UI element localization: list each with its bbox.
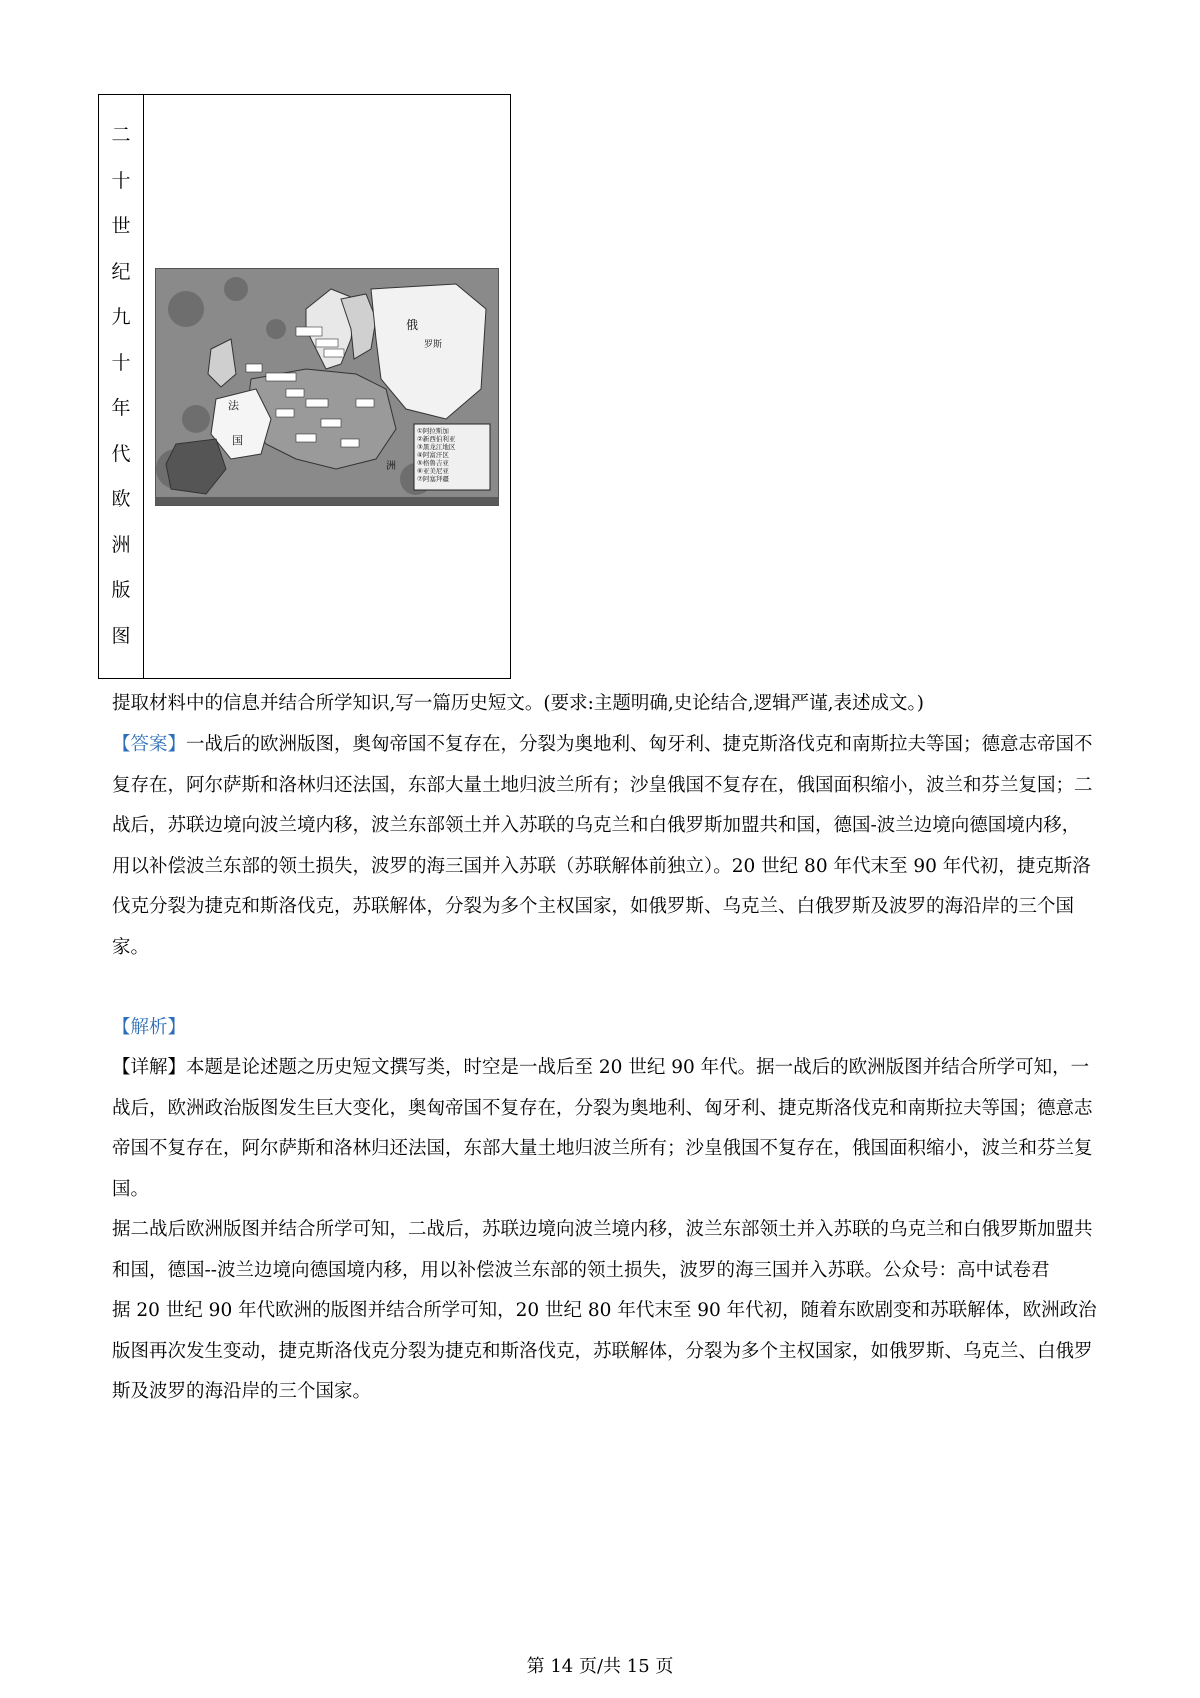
- europe-1990s-map-image: [155, 268, 499, 506]
- detail-paragraph: [112, 1048, 1097, 1210]
- title-char: 十: [111, 351, 131, 374]
- detail-text: 本题是论述题之历史短文撰写类，时空是一战后至 20 世纪 90 年代。据一战后的欧洲版图并结合所学可知，一战后，欧洲政治版图发生巨大变化，奥匈帝国不复存在，分裂为奥地利、匈牙利、捷克斯洛伐克和南斯拉夫等国；德意志帝国不复存在，阿尔萨斯和洛林归还法国，东部大量土地归波兰所有；沙皇俄国不复存在，俄国面积缩小，波兰和芬兰复国。: [112, 1057, 1093, 1200]
- title-char: 世: [111, 215, 131, 237]
- title-char: 洲: [111, 533, 131, 556]
- title-char: 图: [111, 624, 131, 647]
- page-number-footer: 第 14 页/共 15 页: [526, 1656, 674, 1677]
- title-char: 纪: [111, 260, 131, 283]
- legend-item: ⑦阿塞拜疆: [417, 475, 449, 483]
- analysis-heading: [112, 1008, 1097, 1049]
- vertical-title-column: [99, 95, 144, 678]
- map-label: 俄: [406, 318, 419, 332]
- map-label: 法: [228, 399, 239, 412]
- title-char: 代: [111, 442, 131, 465]
- legend-item: ⑥亚美尼亚: [417, 467, 449, 475]
- answer-label: 【答案】: [112, 734, 187, 755]
- legend-item: ④阿富汗区: [417, 451, 449, 459]
- detail-section: [112, 1048, 1097, 1413]
- europe-map-graphic: [156, 269, 498, 505]
- question-text: 提取材料中的信息并结合所学知识,写一篇历史短文。(要求:主题明确,史论结合,逻辑严谨,表述成文。): [112, 693, 924, 714]
- legend-item: ①阿拉斯加: [417, 427, 449, 435]
- answer-paragraph: [112, 725, 1097, 968]
- analysis-label: 【解析】: [112, 1017, 187, 1038]
- answer-section: [112, 725, 1097, 968]
- map-label: 洲: [386, 461, 396, 472]
- title-char: 二: [111, 124, 131, 146]
- legend-item: ②新西伯利亚: [417, 435, 456, 443]
- map-label: 国: [232, 434, 243, 447]
- legend-item: ③黑龙江地区: [417, 443, 456, 451]
- answer-text: 一战后的欧洲版图，奥匈帝国不复存在，分裂为奥地利、匈牙利、捷克斯洛伐克和南斯拉夫等国；德意志帝国不复存在，阿尔萨斯和洛林归还法国，东部大量土地归波兰所有；沙皇俄国不复存在，俄国面积缩小，波兰和芬兰复国；二战后，苏联边境向波兰境内移，波兰东部领土并入苏联的乌克兰和白俄罗斯加盟共和国，德国-波兰边境向德国境内移，用以补偿波兰东部的领土损失，波罗的海三国并入苏联（苏联解体前独立）。20 世纪 80 年代末至 90 年代初，捷克斯洛伐克分裂为捷克和斯洛伐克，苏联解体，分裂为多个主权国家，如俄罗斯、乌克兰、白俄罗斯及波罗的海沿岸的三个国家。: [112, 734, 1093, 958]
- map-label: 罗斯: [424, 340, 443, 350]
- title-char: 欧: [111, 488, 131, 510]
- legend-item: ⑤格鲁吉亚: [417, 459, 449, 467]
- question-prompt: [112, 684, 1097, 725]
- paragraph-1990s: 据 20 世纪 90 年代欧洲的版图并结合所学可知，20 世纪 80 年代末至 90 年代初，随着东欧剧变和苏联解体，欧洲政治版图再次发生变动，捷克斯洛伐克分裂为捷克和斯洛伐克，苏联解体，分裂为多个主权国家，如俄罗斯、乌克兰、白俄罗斯及波罗的海沿岸的三个国家。: [112, 1300, 1097, 1402]
- title-char: 版: [111, 579, 131, 601]
- title-char: 年: [111, 397, 131, 419]
- detail-label: 【详解】: [112, 1057, 187, 1078]
- title-char: 十: [111, 169, 131, 192]
- title-char: 九: [111, 306, 131, 328]
- paragraph-postwar: 据二战后欧洲版图并结合所学可知，二战后，苏联边境向波兰境内移，波兰东部领土并入苏联的乌克兰和白俄罗斯加盟共和国，德国--波兰边境向德国境内移，用以补偿波兰东部的领土损失，波罗的海三国并入苏联。公众号：高中试卷君: [112, 1219, 1093, 1281]
